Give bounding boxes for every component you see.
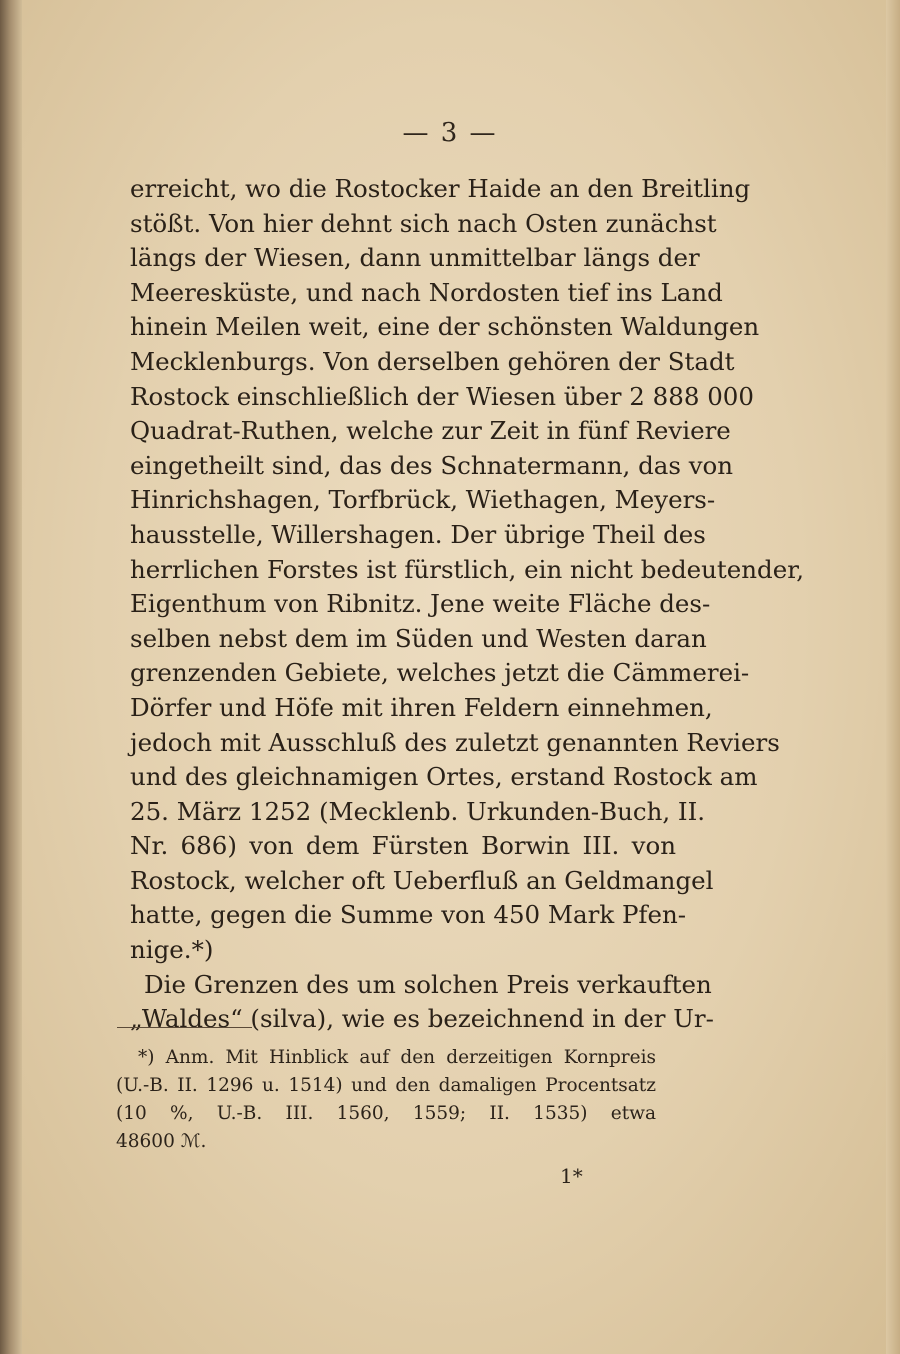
text-line: Rostock, welcher oft Ueberfluß an Geldmangel xyxy=(130,865,714,895)
signature-mark: 1* xyxy=(560,1164,583,1188)
footnote-line: (10 %, U.-B. III. 1560, 1559; II. 1535) etwa xyxy=(116,1103,656,1124)
text-line: hinein Meilen weit, eine der schönsten Waldungen xyxy=(130,312,760,342)
text-line: Quadrat-Ruthen, welche zur Zeit in fünf Reviere xyxy=(130,416,731,446)
text-line: hausstelle, Willershagen. Der übrige Theil des xyxy=(130,519,706,549)
footnote-line: 48600 ℳ. xyxy=(116,1131,207,1152)
text-line: Eigenthum von Ribnitz. Jene weite Fläche des- xyxy=(130,589,711,619)
text-line: Die Grenzen des um solchen Preis verkauften xyxy=(144,969,712,999)
text-line: eingetheilt sind, das des Schnatermann, das von xyxy=(130,450,734,480)
text-line: jedoch mit Ausschluß des zuletzt genannten Reviers xyxy=(130,727,780,757)
text-line: Nr. 686) von dem Fürsten Borwin III. von xyxy=(130,831,676,861)
book-binding-edge xyxy=(0,0,22,1354)
text-line: Mecklenburgs. Von derselben gehören der Stadt xyxy=(130,346,735,376)
body-text xyxy=(130,172,805,1037)
text-line: hatte, gegen die Summe von 450 Mark Pfen- xyxy=(130,900,687,930)
text-line: Meeresküste, und nach Nordosten tief ins Land xyxy=(130,277,723,307)
text-line: 25. März 1252 (Mecklenb. Urkunden-Buch, II. xyxy=(130,796,706,826)
footnote-divider xyxy=(117,1027,252,1028)
text-line: „Waldes“ (silva), wie es bezeichnend in der Ur- xyxy=(130,1004,714,1034)
text-line: erreicht, wo die Rostocker Haide an den Breitling xyxy=(130,174,751,203)
text-line: Rostock einschließlich der Wiesen über 2 888 000 xyxy=(130,381,754,411)
text-line: Dörfer und Höfe mit ihren Feldern einnehmen, xyxy=(130,692,713,722)
footnote-line: (U.-B. II. 1296 u. 1514) und den damaligen Procentsatz xyxy=(116,1075,656,1096)
text-line: grenzenden Gebiete, welches jetzt die Cämmerei- xyxy=(130,658,750,688)
page-number: — 3 — xyxy=(402,118,498,148)
text-line: nige.*) xyxy=(130,935,214,965)
text-line: selben nebst dem im Süden und Westen daran xyxy=(130,623,707,653)
text-line: und des gleichnamigen Ortes, erstand Rostock am xyxy=(130,762,758,792)
text-line: stößt. Von hier dehnt sich nach Osten zunächst xyxy=(130,208,717,238)
text-line: herrlichen Forstes ist fürstlich, ein nicht bedeutender, xyxy=(130,554,805,584)
footnote-line: *) Anm. Mit Hinblick auf den derzeitigen Kornpreis xyxy=(138,1047,656,1068)
page-right-edge xyxy=(886,0,900,1354)
footnote xyxy=(116,1044,656,1156)
text-line: längs der Wiesen, dann unmittelbar längs der xyxy=(130,243,700,273)
text-line: Hinrichshagen, Torfbrück, Wiethagen, Meyers- xyxy=(130,485,716,515)
